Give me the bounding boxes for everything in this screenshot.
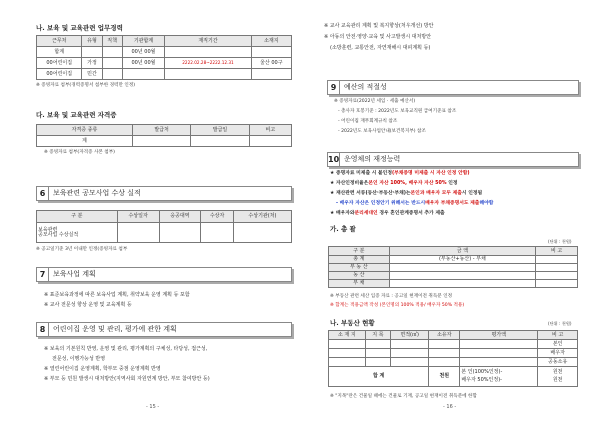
fin-requirement bbox=[330, 212, 445, 217]
page-number: - 15 - bbox=[146, 404, 160, 410]
section-title: 운영체의 재정능력 bbox=[344, 155, 401, 163]
table-row bbox=[329, 367, 578, 387]
cell bbox=[365, 358, 390, 367]
cell bbox=[251, 47, 291, 58]
cell bbox=[117, 223, 159, 243]
total-line: 본 인(100%인정)- bbox=[461, 369, 503, 375]
col-header: 수상자 bbox=[201, 211, 234, 223]
fin-highlight: 분리세대인 bbox=[354, 211, 378, 216]
col-header: 응공대역 bbox=[159, 211, 201, 223]
cell bbox=[365, 340, 390, 349]
col-header: 평가액 bbox=[460, 331, 538, 340]
total-side: 원천 bbox=[552, 377, 563, 383]
summary-title: 가. 총 괄 bbox=[330, 225, 356, 233]
table-row bbox=[37, 47, 292, 58]
col-header: 소유자 bbox=[429, 331, 460, 340]
cell bbox=[429, 349, 460, 358]
fin-text: ★ 재산관련 서류(동산·부동산·부채)는 bbox=[330, 191, 411, 196]
cell: (부동산+동산) - 부채 bbox=[389, 256, 535, 264]
career-note: ※ 증빙자료 첨부(경력증명서 첨부한 경력만 인정) bbox=[36, 83, 136, 88]
cell: 본인 bbox=[538, 340, 578, 349]
cell bbox=[536, 264, 578, 272]
col-header: 구 분 bbox=[37, 211, 118, 223]
fin-text: 인정 bbox=[446, 181, 458, 186]
cell: 2222.02.28~2222.12.31 bbox=[165, 58, 251, 69]
col-header: 비고 bbox=[249, 125, 291, 136]
section-number: 7 bbox=[37, 268, 49, 281]
list-item: - 총사자 호봉기준 : 2022년도 보육교직원 급여기준표 참조 bbox=[338, 109, 457, 114]
cell bbox=[391, 358, 429, 367]
cell bbox=[460, 358, 538, 367]
cell bbox=[429, 358, 460, 367]
list-item: ※ 표준보육과정에 따른 보육사업 계획, 취약보육 운영 계획 등 포함 bbox=[44, 292, 190, 298]
cell bbox=[102, 69, 122, 80]
section-10-header bbox=[327, 152, 579, 167]
fin-text: 해야함 bbox=[479, 201, 494, 206]
cert-table bbox=[36, 124, 292, 147]
table-row bbox=[329, 256, 578, 264]
award-note: ※ 공고일기준 3년 이내만 인정(증빙자료 첨부 bbox=[36, 247, 128, 252]
cell bbox=[389, 280, 535, 288]
cell bbox=[391, 340, 429, 349]
col-header: 구 분 bbox=[329, 247, 390, 256]
fin-text: - 배우자 자산은 인정안기 위해서는 반드시 bbox=[336, 201, 426, 206]
cell: 부 채 bbox=[329, 280, 390, 288]
fin-text: ★ 자산인정비율은 bbox=[330, 181, 369, 186]
list-item: ※ 열린어린이집 운영계획, 학부모 중점 운영계획 반영 bbox=[44, 366, 161, 372]
section-9-header bbox=[327, 80, 579, 95]
fin-text: 경우 혼인관계증명서 추가 제출 bbox=[377, 211, 445, 216]
cell: 총 계 bbox=[329, 256, 390, 264]
section-number: 9 bbox=[328, 81, 340, 94]
table-row bbox=[37, 223, 292, 243]
fin-highlight: (부채증명 미제출 시 자산 인정 안함) bbox=[391, 171, 470, 176]
award-table bbox=[36, 210, 292, 243]
section-title: 보육사업 계획 bbox=[53, 270, 96, 278]
cell: 동 산 bbox=[329, 272, 390, 280]
cell bbox=[201, 223, 234, 243]
col-header: 자격증 종류 bbox=[37, 125, 133, 136]
section-title: 어린이집 운영 및 관리, 평가에 관한 계획 bbox=[53, 325, 177, 333]
page-number: - 16 - bbox=[443, 404, 457, 410]
list-item: - 어린이집 재무회계규칙 참조 bbox=[338, 119, 398, 124]
table-row bbox=[37, 136, 292, 147]
cell bbox=[165, 47, 251, 58]
col-header: 직책 bbox=[102, 36, 122, 47]
table-row bbox=[37, 58, 292, 69]
unit-label: (단위 : 천원) bbox=[548, 239, 572, 244]
table-row bbox=[329, 358, 578, 367]
cell bbox=[249, 136, 291, 147]
cell bbox=[536, 256, 578, 264]
cell bbox=[102, 58, 122, 69]
cell bbox=[536, 272, 578, 280]
cell bbox=[329, 340, 366, 349]
col-header: 수상기관(처) bbox=[233, 211, 291, 223]
cell: 계 bbox=[37, 136, 133, 147]
list-item: ※ 교사 전문성 향상 운영 및 교육계획 등 bbox=[44, 302, 132, 308]
cell bbox=[460, 367, 538, 387]
list-item: ※ 부모 등 민원 발생시 대처방안(지역사회 자원연계 방안, 부모 참여방안 등) bbox=[44, 376, 210, 382]
col-header: 발급처 bbox=[132, 125, 190, 136]
table-row bbox=[329, 349, 578, 358]
cell bbox=[165, 69, 251, 80]
cell: 합계 bbox=[37, 47, 82, 58]
col-header: 재직기간 bbox=[165, 36, 251, 47]
cell bbox=[429, 340, 460, 349]
list-item: 전문성, 이행가능성 반영 bbox=[52, 356, 106, 362]
table-row bbox=[329, 264, 578, 272]
col-header: 근무처 bbox=[37, 36, 82, 47]
col-header: 유형 bbox=[82, 36, 102, 47]
cell: 합 계 bbox=[329, 367, 429, 387]
cell: 00어린이집 bbox=[37, 58, 82, 69]
col-header: 면적(㎡) bbox=[391, 331, 429, 340]
fin-requirement bbox=[336, 202, 493, 207]
cert-note: ※ 증빙자료 첨부(자격증 사본 첨부) bbox=[44, 150, 115, 155]
cell bbox=[251, 69, 291, 80]
real-estate-title: 나. 부동산 현황 bbox=[330, 319, 375, 327]
section-number: 10 bbox=[328, 155, 340, 164]
col-header: 발급일 bbox=[191, 125, 249, 136]
cell: 민간 bbox=[82, 69, 102, 80]
section-title: 예산의 적절성 bbox=[344, 83, 387, 91]
col-header: 비 고 bbox=[536, 247, 578, 256]
total-line: 배우자 50%인정)- bbox=[461, 377, 502, 383]
list-item: - 2022년도 보육사업안내(보건복지부) 참조 bbox=[338, 129, 426, 134]
cell bbox=[538, 367, 578, 387]
fin-highlight: 배우자 부채증명서도 제출 bbox=[425, 201, 480, 206]
cell bbox=[391, 349, 429, 358]
fin-requirement bbox=[330, 182, 458, 187]
fin-highlight: 본인과 배우자 모두 제출 bbox=[410, 191, 462, 196]
section-number: 8 bbox=[37, 323, 49, 336]
real-estate-table bbox=[328, 330, 578, 387]
section-title: 보육관련 공모사업 수상 실적 bbox=[53, 189, 141, 197]
cell: 보육관련 공모사업 수상실적 bbox=[37, 223, 118, 243]
cell bbox=[102, 47, 122, 58]
cell bbox=[82, 47, 102, 58]
cell bbox=[132, 136, 190, 147]
col-header: 소재지 bbox=[251, 36, 291, 47]
section-number: 6 bbox=[37, 187, 49, 200]
total-side: 원천 bbox=[552, 369, 563, 375]
cell bbox=[365, 349, 390, 358]
list-item: (소방훈련, 교통안전, 자연재해시 대피계획 등) bbox=[330, 45, 431, 51]
cell: 00어린이집 bbox=[37, 69, 82, 80]
cell: 울산 00구 bbox=[251, 58, 291, 69]
col-header: 금 액 bbox=[389, 247, 535, 256]
cert-section-title: 다. 보육 및 교육관련 자격증 bbox=[36, 111, 117, 119]
cell bbox=[389, 264, 535, 272]
cell bbox=[159, 223, 201, 243]
right-page bbox=[300, 0, 600, 424]
cell bbox=[389, 272, 535, 280]
summary-note: ※ 합계는 적용금액 작성 (본인명의 100% 적용/ 배우자 50% 적용) bbox=[330, 303, 465, 308]
col-header: 기관합계 bbox=[122, 36, 165, 47]
table-row bbox=[37, 69, 292, 80]
cell: 천원 bbox=[429, 367, 460, 387]
cell bbox=[191, 136, 249, 147]
list-item: ※ 교사 교육관리 계획 및 복지향상(처우개선) 방안 bbox=[324, 23, 434, 29]
fin-highlight: 본인 자산 100%, 배우자 자산 50% bbox=[368, 181, 447, 186]
fin-requirement bbox=[330, 172, 470, 177]
career-section-title: 나. 보육 및 교육관련 업무경력 bbox=[36, 24, 123, 32]
cell bbox=[460, 340, 538, 349]
cell bbox=[460, 349, 538, 358]
fin-text: ★ 배우자와 bbox=[330, 211, 355, 216]
col-header: 비 고 bbox=[538, 331, 578, 340]
fin-text: 시 인정됨 bbox=[461, 191, 483, 196]
summary-table bbox=[328, 246, 578, 288]
fin-requirement bbox=[330, 192, 482, 197]
table-row bbox=[329, 340, 578, 349]
list-item: ※ 보육의 기본원칙 반영, 운영 및 관리, 평가계획의 구체성, 타당성, 접근성, bbox=[44, 346, 208, 352]
cell: 가정 bbox=[82, 58, 102, 69]
cell bbox=[536, 280, 578, 288]
cell bbox=[329, 349, 366, 358]
section-7-header bbox=[36, 267, 292, 282]
cell bbox=[233, 223, 291, 243]
section-8-header bbox=[36, 322, 292, 337]
col-header: 지 목 bbox=[365, 331, 390, 340]
cell: 공동소유 bbox=[538, 358, 578, 367]
fin-text: ★ 증명자료 미제출 시 불인정 bbox=[330, 171, 392, 176]
col-header: 소 재 지 bbox=[329, 331, 366, 340]
list-item: ※ 증빙자료(2022년 세입 · 세출 예산서) bbox=[334, 99, 416, 104]
table-row bbox=[329, 280, 578, 288]
cell: 00년 00월 bbox=[122, 47, 165, 58]
unit-label: (단위 : 천원) bbox=[548, 321, 572, 326]
section-6-header bbox=[36, 186, 292, 201]
table-row bbox=[329, 272, 578, 280]
cell: 배우자 bbox=[538, 349, 578, 358]
cell: 00년 00월 bbox=[122, 58, 165, 69]
cell bbox=[122, 69, 165, 80]
cell: 부 동 산 bbox=[329, 264, 390, 272]
real-estate-note: ※ "지목"란은 건물일 때에는 건물로 기재, 공고일 현재이전 취득분에 한함 bbox=[330, 394, 477, 399]
list-item: ※ 아동의 안전·영양·교육 및 사고발생시 대처방안 bbox=[324, 34, 432, 40]
cell bbox=[329, 358, 366, 367]
career-table bbox=[36, 35, 292, 80]
summary-note: ※ 부동산 관련 세산 입증 자료 : 공고일 현재이전 취득분 인정 bbox=[330, 294, 453, 299]
col-header: 수상일자 bbox=[117, 211, 159, 223]
